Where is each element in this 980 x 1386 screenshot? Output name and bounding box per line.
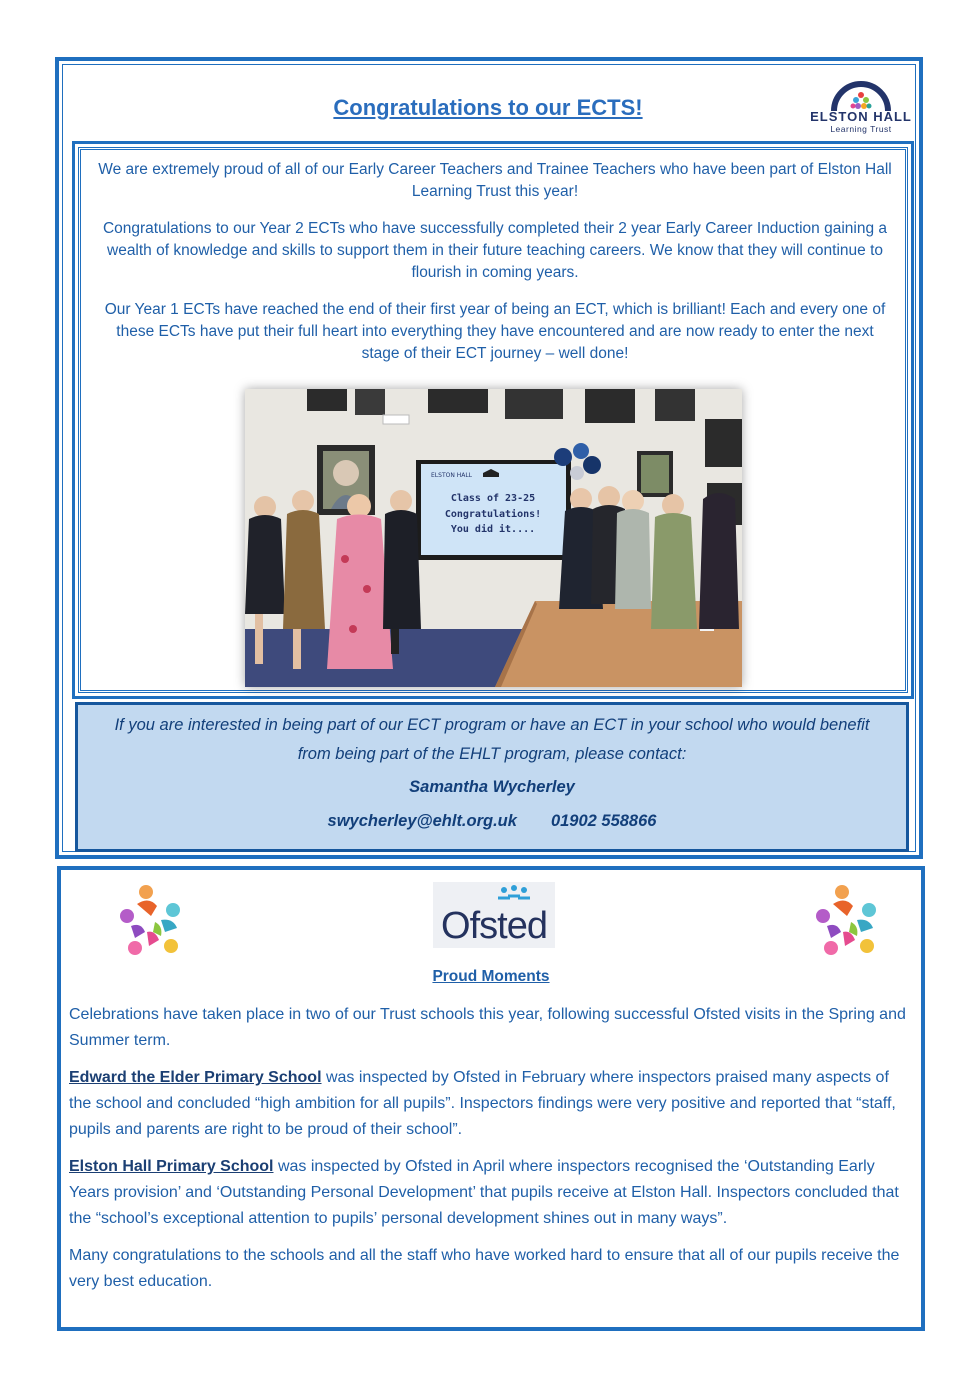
page-title: Congratulations to our ECTS! (333, 95, 643, 120)
ofsted-panel (57, 866, 925, 1331)
ofsted-logo-text: Ofsted (441, 905, 547, 947)
ofsted-stars-icon (454, 882, 534, 902)
ect-panel-inner (62, 64, 916, 852)
ect-paragraph-1: We are extremely proud of all of our Early Career Teachers and Trainee Teachers who have been part of Elston Hall Learning Trust this year! (98, 161, 892, 200)
school-2-paragraph (69, 1154, 911, 1232)
ofsted-text (69, 1002, 911, 1306)
school-1-paragraph (69, 1065, 911, 1143)
ofsted-closing: Many congratulations to the schools and all the staff who have worked hard to ensure that all of our pupils receive the very best education. (69, 1247, 900, 1290)
proud-moments-heading: Proud Moments (432, 968, 550, 985)
screen-header: ELSTON HALL (431, 472, 473, 479)
trust-people-icon (811, 882, 883, 958)
school-2-name: Elston Hall Primary School (69, 1158, 274, 1175)
school-1-text: was inspected by Ofsted in February where inspectors praised many aspects of the school and concluded “high ambition for all pupils”. Inspectors findings were very positive and reported that “staff, pupils and parents are right to be proud of their school”. (69, 1069, 896, 1138)
group-photo-illustration (245, 389, 742, 687)
school-2-text: was inspected by Ofsted in April where inspectors recognised the ‘Outstanding Early Years provision’ and ‘Outstanding Personal Development’ that pupils receive at Elston Hall. Inspectors concluded that the “school’s exceptional attention to pupils’ personal development shines out in many ways”. (69, 1158, 899, 1227)
screen-line-2: Congratulations! (444, 509, 542, 520)
logo-name: ELSTON HALL (810, 109, 912, 124)
contact-email[interactable]: swycherley@ehlt.org.uk (327, 812, 517, 830)
contact-details (78, 812, 906, 831)
ect-paragraph-2: Congratulations to our Year 2 ECTs who have successfully completed their 2 year Early Career Induction gaining a wealth of knowledge and skills to support them in their future teaching careers. We know that they will continue to flourish in coming years. (102, 220, 888, 281)
contact-phone[interactable]: 01902 558866 (550, 812, 657, 830)
screen-line-1: Class of 23-25 (450, 493, 536, 504)
contact-name: Samantha Wycherley (409, 778, 575, 796)
contact-box (75, 702, 909, 852)
ect-group-photo (245, 389, 742, 687)
screen-line-3: You did it.... (450, 524, 536, 535)
ofsted-logo (433, 882, 555, 948)
ect-message-frame (72, 141, 914, 699)
ofsted-intro: Celebrations have taken place in two of our Trust schools this year, following successful Ofsted visits in the Spring and Summer term. (69, 1006, 906, 1049)
school-1-name: Edward the Elder Primary School (69, 1069, 322, 1086)
contact-message: If you are interested in being part of our ECT program or have an ECT in your school who would benefit from being part of the EHLT program, please contact: (114, 716, 870, 763)
logo-subtitle: Learning Trust (830, 124, 892, 134)
ect-message (97, 159, 893, 380)
elston-hall-logo (805, 77, 917, 139)
trust-people-icon (115, 882, 187, 958)
ect-panel (55, 57, 923, 859)
ect-message-frame-inner (78, 147, 908, 693)
ect-paragraph-3: Our Year 1 ECTs have reached the end of their first year of being an ECT, which is brilliant! Each and every one of these ECTs have put their full heart into everything they have encountered and are now ready to enter the next stage of their ECT journey – well done! (104, 301, 886, 362)
trust-rainbow-icon (826, 77, 896, 111)
